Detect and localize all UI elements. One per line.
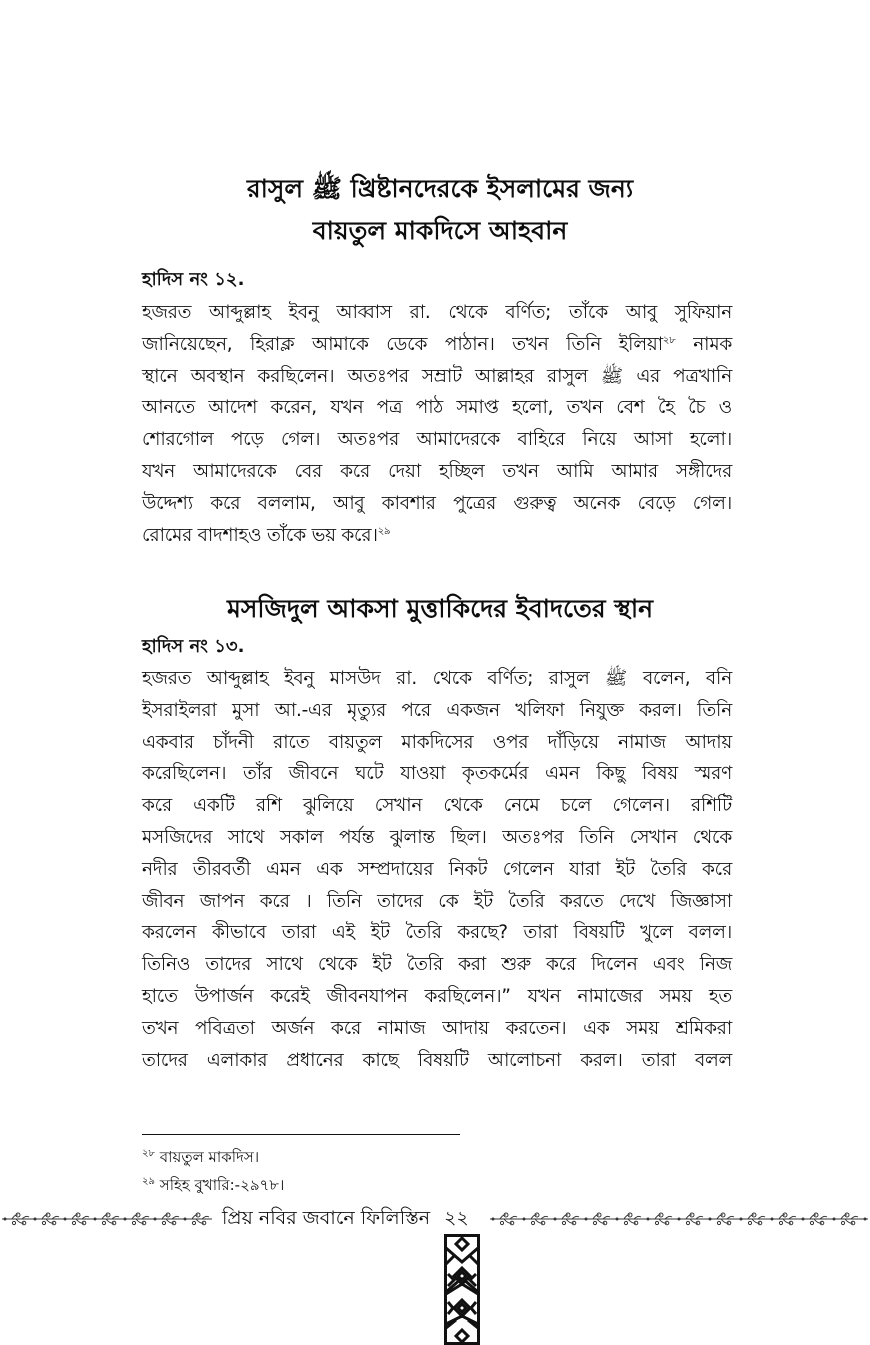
text-line: শোরগোল পড়ে গেল। অতঃপর আমাদেরকে বাহিরে নিয়ে আসা হলো।	[142, 429, 732, 451]
text-line: করলেন কীভাবে তারা এই ইট তৈরি করছে? তারা বিষয়টি খুলে বলল।	[142, 922, 732, 944]
page-number: ২২	[444, 1207, 469, 1229]
text-line: উদ্দেশ্য করে বললাম, আবু কাবশার পুত্রের গুরুত্ব অনেক বেড়ে গেল।	[142, 492, 732, 514]
text-segment: নামক	[693, 333, 732, 355]
footnote-divider	[142, 1134, 460, 1135]
text-line: করে একটি রশি ঝুলিয়ে সেখান থেকে নেমে চলে গেলেন। রশিটি	[142, 795, 732, 817]
hadith-13-text	[142, 663, 732, 1076]
text-line: তিনিও তাদের সাথে থেকে ইট তৈরি করা শুরু করে দিলেন এবং নিজ	[142, 954, 732, 976]
footnote-text: সহিহ বুখারি:-২৯৭৮।	[159, 1176, 285, 1194]
text-line	[142, 520, 732, 552]
text-line: হজরত আব্দুল্লাহ ইবনু মাসউদ রা. থেকে বর্ণিত; রাসুল ﷺ বলেন, বনি	[142, 668, 732, 689]
heading-line-1: রাসুল ﷺ খ্রিষ্টানদেরকে ইসলামের জন্য	[246, 174, 634, 203]
section-heading-2: মসজিদুল আকসা মুত্তাকিদের ইবাদতের স্থান	[226, 594, 654, 623]
text-line: একবার চাঁদনী রাতে বায়তুল মাকদিসের ওপর দাঁড়িয়ে নামাজ আদায়	[142, 731, 732, 753]
heading-line-2: বায়তুল মাকদিসে আহবান	[312, 216, 568, 245]
text-line: হাতে উপার্জন করেই জীবনযাপন করছিলেন।” যখন নামাজের সময় হত	[142, 985, 732, 1007]
page-footer	[0, 1203, 870, 1233]
text-line: ইসরাইলরা মুসা আ.-এর মৃত্যুর পরে একজন খলিফা নিযুক্ত করল। তিনি	[142, 699, 732, 721]
text-line: মসজিদের সাথে সকাল পর্যন্ত ঝুলান্ত ছিল। অতঃপর তিনি সেখান থেকে	[142, 826, 732, 848]
text-line	[142, 329, 732, 361]
text-segment: জানিয়েছেন, হিরাক্ল আমাকে ডেকে পাঠান। তখন তিনি ইলিয়া	[142, 333, 663, 355]
text-line: করেছিলেন। তাঁর জীবনে ঘটে যাওয়া কৃতকর্মের এমন কিছু বিষয় স্মরণ	[142, 763, 732, 785]
text-line: স্থানে অবস্থান করছিলেন। অতঃপর সম্রাট আল্লাহর রাসুল ﷺ এর পত্রখানি	[142, 365, 733, 387]
text-line: হজরত আব্দুল্লাহ ইবনু আব্বাস রা. থেকে বর্ণিত; তাঁকে আবু সুফিয়ান	[142, 302, 732, 323]
text-line: তাদের এলাকার প্রধানের কাছে বিষয়টি আলোচনা করল। তারা বলল	[142, 1049, 732, 1071]
footnote-ref[interactable]: ২৯	[377, 525, 391, 537]
footnote-ref[interactable]: ২৮	[662, 334, 676, 346]
hadith-12-text	[142, 297, 732, 551]
book-title: প্রিয় নবির জবানে ফিলিস্তিন	[222, 1207, 431, 1229]
footnote-29	[142, 1172, 284, 1198]
footnote-number: ২৮	[142, 1148, 155, 1159]
hadith-number-12: হাদিস নং ১২.	[142, 269, 245, 290]
text-line: নদীর তীরবর্তী এমন এক সম্প্রদায়ের নিকট গেলেন যারা ইট তৈরি করে	[142, 858, 732, 880]
text-line: তখন পবিত্রতা অর্জন করে নামাজ আদায় করতেন। এক সময় শ্রমিকরা	[142, 1017, 732, 1039]
text-line: যখন আমাদেরকে বের করে দেয়া হচ্ছিল তখন আমি আমার সঙ্গীদের	[142, 460, 732, 482]
footnote-28	[142, 1144, 259, 1170]
hadith-number-13: হাদিস নং ১৩.	[142, 636, 245, 657]
diamond-lattice-pattern-icon	[444, 1234, 480, 1345]
floral-vine-right-icon	[490, 1212, 868, 1226]
footnote-text: বায়তুল মাকদিস।	[159, 1148, 260, 1166]
section-heading-1	[140, 168, 740, 252]
text-segment: রোমের বাদশাহও তাঁকে ভয় করে।	[142, 524, 378, 546]
floral-vine-left-icon	[2, 1212, 212, 1226]
footnote-number: ২৯	[142, 1176, 155, 1187]
text-line: জীবন জাপন করে । তিনি তাদের কে ইট তৈরি করতে দেখে জিজ্ঞাসা	[142, 890, 732, 912]
text-line: আনতে আদেশ করেন, যখন পত্র পাঠ সমাপ্ত হলো, তখন বেশ হৈ চৈ ও	[142, 397, 732, 419]
